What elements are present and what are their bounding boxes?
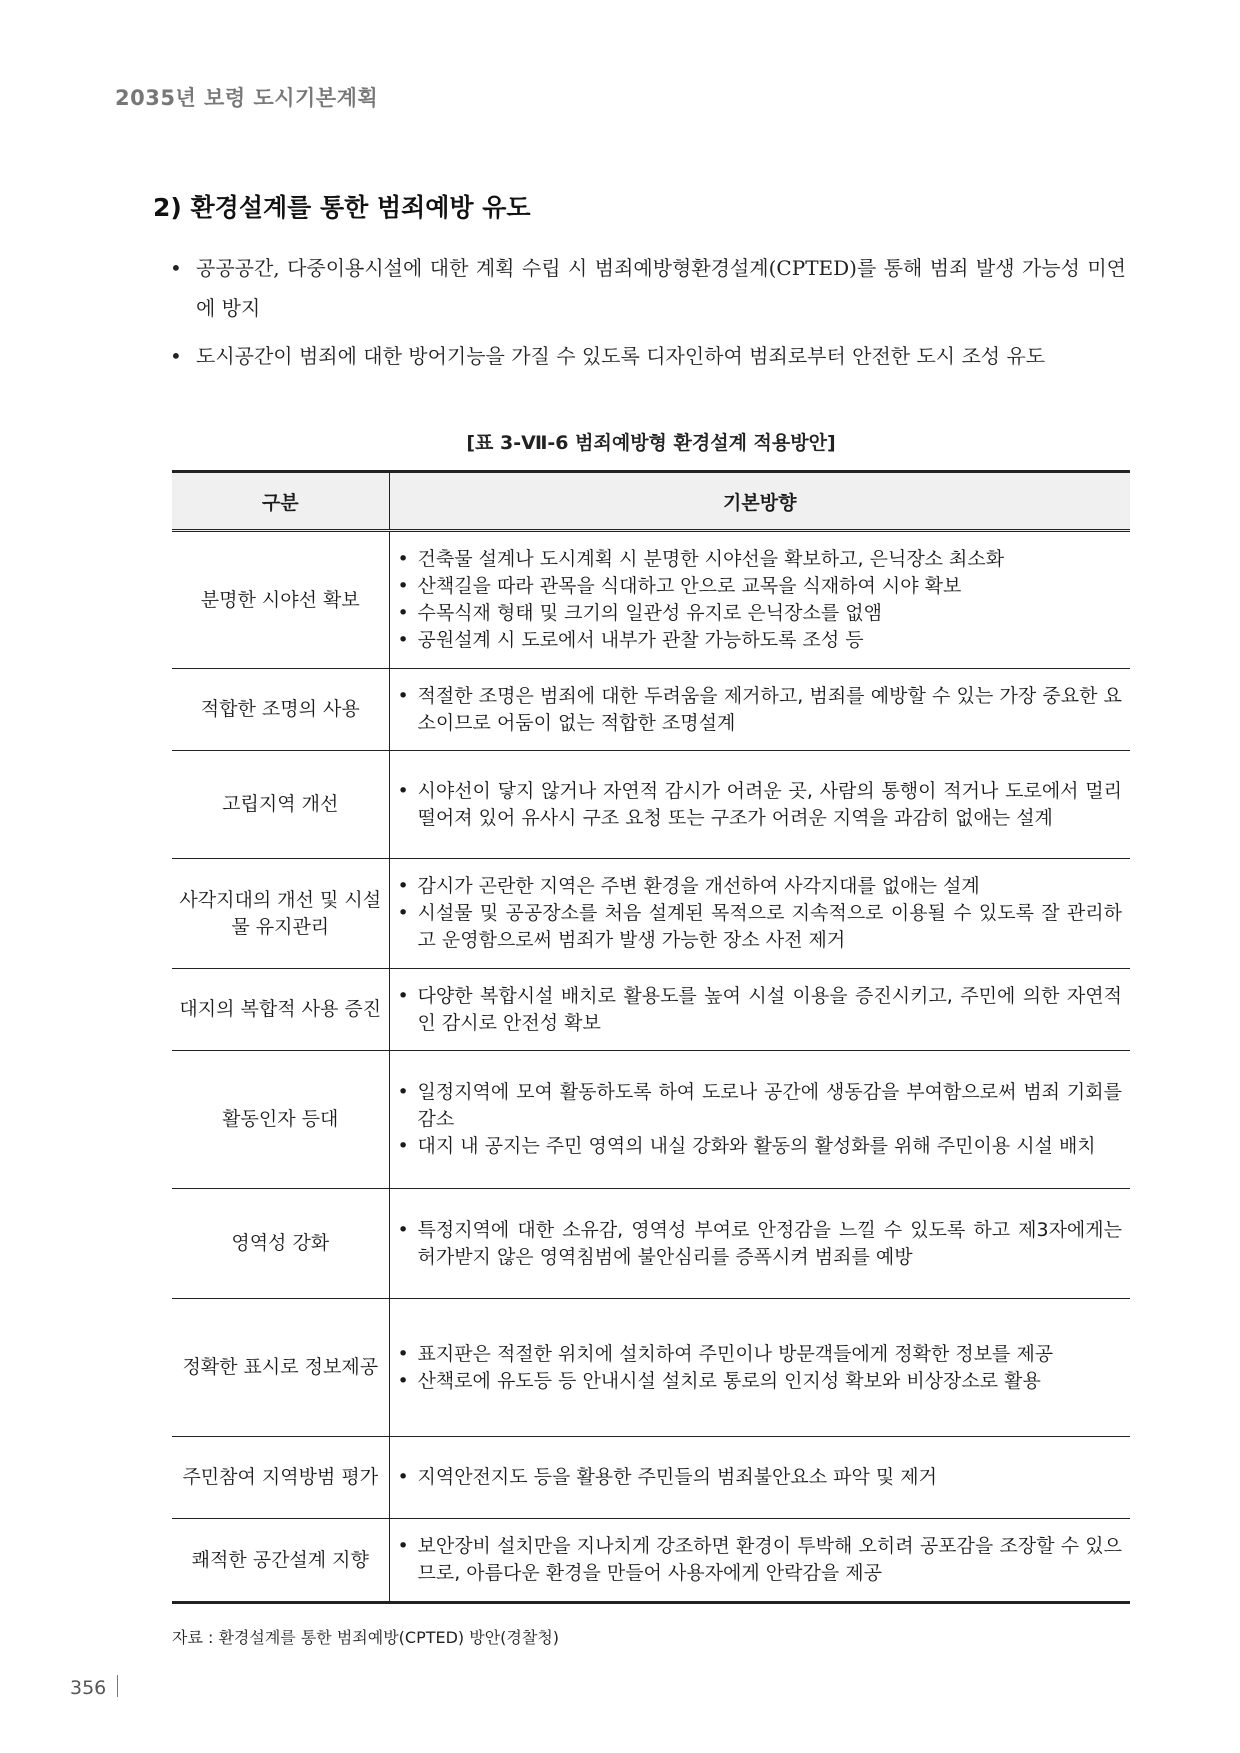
table-caption: [표 3-Ⅶ-6 범죄예방형 환경설계 적용방안] [466,432,836,454]
row-item: • 건축물 설계나 도시계획 시 분명한 시야선을 확보하고, 은닉장소 최소화 [396,546,1123,573]
row-item: • 다양한 복합시설 배치로 활용도를 높여 시설 이용을 증진시키고, 주민에 의한 자연적인 감시로 안전성 확보 [396,983,1123,1037]
row-category: 고립지역 개선 [172,751,389,859]
row-category: 정확한 표시로 정보제공 [172,1299,389,1437]
row-item: • 산책로에 유도등 등 안내시설 설치로 통로의 인지성 확보와 비상장소로 활용 [396,1368,1123,1395]
row-item: • 시설물 및 공공장소를 처음 설계된 목적으로 지속적으로 이용될 수 있도록 잘 관리하고 운영함으로써 범죄가 발생 가능한 장소 사전 제거 [396,900,1123,954]
row-items [389,1299,1130,1437]
page-number: 356 [70,1677,107,1699]
row-category: 영역성 강화 [172,1189,389,1299]
row-category: 쾌적한 공간설계 지향 [172,1519,389,1603]
section-title: 2) 환경설계를 통한 범죄예방 유도 [153,193,531,222]
cpted-table-container [172,470,1130,1604]
table-row [172,669,1130,751]
row-item: • 시야선이 닿지 않거나 자연적 감시가 어려운 곳, 사람의 통행이 적거나 도로에서 멀리 떨어져 있어 유사시 구조 요청 또는 구조가 어려운 지역을 과감히 없애는 설계 [396,778,1123,832]
row-item: • 보안장비 설치만을 지나치게 강조하면 환경이 투박해 오히려 공포감을 조장할 수 있으므로, 아름다운 환경을 만들어 사용자에게 안락감을 제공 [396,1533,1123,1587]
row-item: • 특정지역에 대한 소유감, 영역성 부여로 안정감을 느낄 수 있도록 하고 제3자에게는 허가받지 않은 영역침범에 불안심리를 증폭시켜 범죄를 예방 [396,1217,1123,1271]
table-row [172,531,1130,669]
table-row [172,859,1130,969]
row-item: • 수목식재 형태 및 크기의 일관성 유지로 은닉장소를 없앰 [396,600,1123,627]
row-item: • 일정지역에 모여 활동하도록 하여 도로나 공간에 생동감을 부여함으로써 범죄 기회를 감소 [396,1079,1123,1133]
row-items [389,1189,1130,1299]
header-category: 구분 [172,472,389,531]
row-items [389,1051,1130,1189]
row-category: 활동인자 등대 [172,1051,389,1189]
row-item: • 적절한 조명은 범죄에 대한 두려움을 제거하고, 범죄를 예방할 수 있는 가장 중요한 요소이므로 어둠이 없는 적합한 조명설계 [396,683,1123,737]
page-number-divider [117,1675,118,1697]
intro-bullet-list [168,248,1126,384]
row-items [389,1437,1130,1519]
row-items [389,969,1130,1051]
row-item: • 공원설계 시 도로에서 내부가 관찰 가능하도록 조성 등 [396,627,1123,654]
row-category: 적합한 조명의 사용 [172,669,389,751]
row-items [389,859,1130,969]
table-row [172,1051,1130,1189]
intro-bullet: • 공공공간, 다중이용시설에 대한 계획 수립 시 범죄예방형환경설계(CPTED)를 통해 범죄 발생 가능성 미연에 방지 [168,248,1126,328]
table-row [172,1437,1130,1519]
row-item: • 대지 내 공지는 주민 영역의 내실 강화와 활동의 활성화를 위해 주민이용 시설 배치 [396,1133,1123,1160]
row-category: 분명한 시야선 확보 [172,531,389,669]
row-item: • 표지판은 적절한 위치에 설치하여 주민이나 방문객들에게 정확한 정보를 제공 [396,1341,1123,1368]
table-row [172,1189,1130,1299]
row-category: 대지의 복합적 사용 증진 [172,969,389,1051]
source-note: 자료 : 환경설계를 통한 범죄예방(CPTED) 방안(경찰청) [172,1628,560,1647]
row-item: • 지역안전지도 등을 활용한 주민들의 범죄불안요소 파악 및 제거 [396,1464,1123,1491]
header-direction: 기본방향 [389,472,1130,531]
row-items [389,669,1130,751]
row-category: 사각지대의 개선 및 시설물 유지관리 [172,859,389,969]
table-row [172,1299,1130,1437]
table-header-row [172,472,1130,531]
cpted-table [172,470,1130,1604]
row-item: • 감시가 곤란한 지역은 주변 환경을 개선하여 사각지대를 없애는 설계 [396,873,1123,900]
table-row [172,751,1130,859]
row-items [389,531,1130,669]
table-row [172,969,1130,1051]
row-items [389,751,1130,859]
row-items [389,1519,1130,1603]
row-category: 주민참여 지역방범 평가 [172,1437,389,1519]
running-header: 2035년 보령 도시기본계획 [115,86,379,110]
row-item: • 산책길을 따라 관목을 식대하고 안으로 교목을 식재하여 시야 확보 [396,573,1123,600]
table-row [172,1519,1130,1603]
intro-bullet: • 도시공간이 범죄에 대한 방어기능을 가질 수 있도록 디자인하여 범죄로부터 안전한 도시 조성 유도 [168,336,1126,376]
